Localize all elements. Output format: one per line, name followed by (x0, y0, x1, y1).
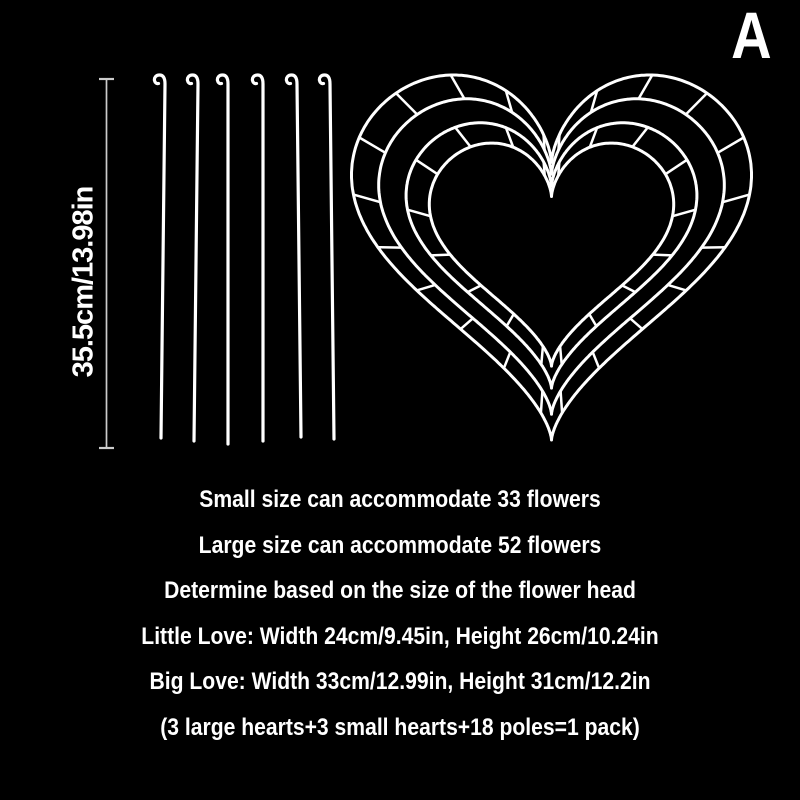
heart-inner-rung (455, 127, 470, 147)
pole-with-hook (252, 75, 263, 441)
heart-wire-frame (352, 75, 752, 440)
heart-inner-rung (558, 162, 559, 176)
pole-with-hook (286, 75, 301, 437)
caption-line-little-love: Little Love: Width 24cm/9.45in, Height 26cm/10.24in (141, 622, 659, 650)
caption-block (48, 477, 752, 750)
caption-line-large-size: Large size can accommodate 52 flowers (198, 531, 602, 559)
caption-line-small-size: Small size can accommodate 33 flowers (199, 486, 601, 513)
heart-outer-rung (639, 75, 653, 99)
heart-inner-rung (622, 285, 635, 292)
heart-outer-rung (359, 138, 385, 153)
heart-inner-rung (468, 285, 481, 292)
heart-outer-rung (630, 318, 642, 329)
heart-outer-rung (461, 318, 473, 329)
variant-label: A (731, 0, 772, 72)
heart-outer-rung (504, 352, 510, 368)
heart-inner-rung (541, 346, 543, 364)
heart-inner-rung (431, 255, 450, 256)
height-measurement-label: 35.5cm/13.98in (67, 186, 100, 378)
heart-outer-rung (723, 195, 750, 203)
caption-line-big-love: Big Love: Width 33cm/12.99in, Height 31cm/12.2in (149, 668, 651, 695)
flower-poles (154, 75, 334, 444)
heart-inner-rung (673, 210, 696, 217)
heart-inner-rung (665, 160, 687, 174)
heart-outer-rung (558, 135, 559, 151)
caption-line-determine: Determine based on the size of the flower head (164, 577, 636, 604)
pole-with-hook (319, 75, 334, 439)
heart-outer-rung (354, 195, 381, 203)
heart-outer-rung (544, 135, 545, 151)
heart-inner-rung (560, 346, 562, 364)
caption-line-pack: (3 large hearts+3 small hearts+18 poles=1 pack) (160, 713, 640, 741)
heart-inner-rung (507, 314, 514, 326)
heart-outer-rung (541, 391, 543, 413)
heart-inner-rung (408, 210, 431, 217)
heart-outer-rung (561, 391, 563, 413)
heart-inner-rung (632, 127, 647, 147)
heart-outer-rung (417, 285, 435, 291)
pole-with-hook (187, 75, 198, 441)
pole-with-hook (154, 75, 165, 438)
heart-outer-rung (451, 75, 465, 99)
heart-outer-rung (686, 93, 707, 114)
heart-outer-rung (718, 138, 744, 153)
heart-outer-rung (668, 285, 686, 291)
pole-with-hook (217, 75, 228, 444)
height-dimension-line (99, 79, 114, 448)
heart-inner-rung (589, 314, 596, 326)
heart-inner-rung (544, 162, 545, 176)
heart-inner-rung (653, 255, 672, 256)
heart-outer-rung (593, 352, 599, 368)
heart-outer-rung (396, 93, 417, 114)
heart-inner-rung (416, 160, 438, 174)
